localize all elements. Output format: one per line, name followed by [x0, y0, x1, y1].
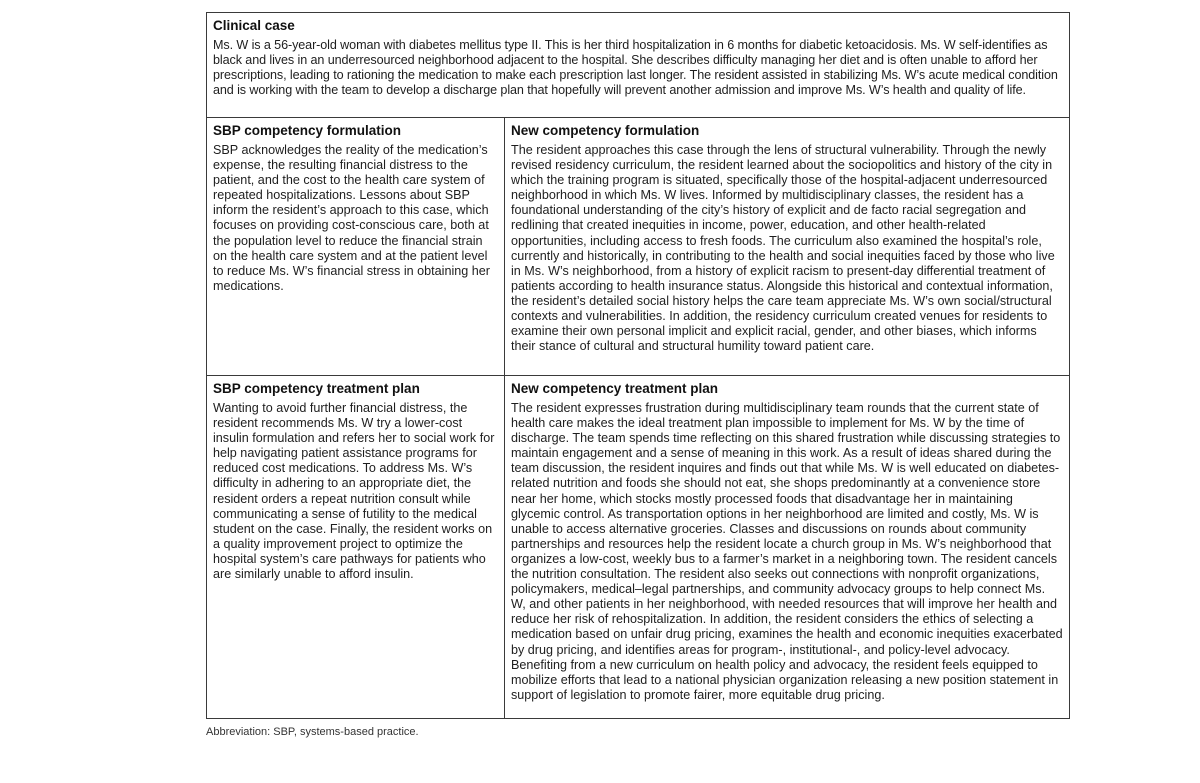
case-comparison-table: [206, 12, 1070, 719]
sbp-treatment-cell: [207, 376, 505, 718]
new-treatment-title: New competency treatment plan: [511, 381, 719, 396]
clinical-case-title: Clinical case: [213, 18, 295, 33]
new-formulation-text: The resident approaches this case through the lens of structural vulnerability. Through the newly revised residency curriculum, the resident learned about the sociopolitics and history of the city in which the training program is situated, specifically those of the hospital-adjacent underresourced neighborhood in which Ms. W lives. Informed by multidisciplinary classes, the resident has a foundational understanding of the city’s history of explicit and de facto racial segregation and redlining that created inequities in income, power, education, and other health-related opportunities, including access to fresh foods. The curriculum also examined the hospital’s role, currently and historically, in contributing to the health and social inequities faced by those who live in Ms. W’s neighborhood, from a history of explicit racism to present-day differential treatment of patients according to health insurance status. Alongside this historical and contextual information, the resident’s detailed social history helps the care team appreciate Ms. W’s own social/structural contexts and vulnerabilities. In addition, the residency curriculum created venues for residents to examine their own personal implicit and explicit racial, gender, and other biases, which informs their stance of cultural and structural humility toward patient care.: [511, 143, 1055, 354]
treatment-row: [207, 376, 1069, 718]
new-formulation-cell: [505, 118, 1069, 375]
clinical-case-cell: [207, 13, 1069, 117]
clinical-case-row: [207, 13, 1069, 118]
sbp-treatment-text: Wanting to avoid further financial distress, the resident recommends Ms. W try a lower-cost insulin formulation and refers her to social work for help navigating patient assistance programs for reduced cost medications. To address Ms. W’s difficulty in adhering to an appropriate diet, the resident orders a repeat nutrition consult while communicating a sense of futility to the medical student on the case. Finally, the resident works on a quality improvement project to optimize the hospital system’s care pathways for patients who are similarly unable to afford insulin.: [213, 401, 495, 582]
new-formulation-title: New competency formulation: [511, 123, 700, 138]
abbreviation-footnote: Abbreviation: SBP, systems-based practice.: [206, 726, 419, 738]
sbp-formulation-text: SBP acknowledges the reality of the medication’s expense, the resulting financial distress to the patient, and the cost to the health care system of repeated hospitalizations. Lessons about SBP inform the resident’s approach to this case, which focuses on providing cost-conscious care, both at the population level to reduce the financial strain on the health care system and at the patient level to reduce Ms. W’s financial stress in obtaining her medications.: [213, 143, 490, 293]
new-treatment-cell: [505, 376, 1069, 718]
clinical-case-text: Ms. W is a 56-year-old woman with diabetes mellitus type II. This is her third hospitalization in 6 months for diabetic ketoacidosis. Ms. W self-identifies as black and lives in an underresourced neighborhood adjacent to the hospital. She describes difficulty managing her diet and is often unable to afford her prescriptions, leading to rationing the medication to make each prescription last longer. The resident assisted in stabilizing Ms. W’s acute medical condition and is working with the team to develop a discharge plan that hopefully will prevent another admission and improve Ms. W’s health and quality of life.: [213, 38, 1058, 98]
sbp-formulation-title: SBP competency formulation: [213, 123, 402, 138]
new-treatment-text: The resident expresses frustration during multidisciplinary team rounds that the current state of health care makes the ideal treatment plan impossible to implement for Ms. W by the time of discharge. The team spends time reflecting on this shared frustration while discussing strategies to maintain engagement and a sense of meaning in this work. As a result of ideas shared during the team discussion, the resident inquires and finds out that while Ms. W is well educated on diabetes-related nutrition and foods she should not eat, she shops predominantly at a convenience store near her home, which stocks mostly processed foods that disadvantage her in maintaining glycemic control. As transportation options in her neighborhood are limited and costly, Ms. W is unable to access alternative groceries. Classes and discussions on rounds about community partnerships and resources help the resident locate a church group in Ms. W’s neighborhood that organizes a low-cost, weekly bus to a farmer’s market in a neighboring town. The resident cancels the nutrition consultation. The resident also seeks out connections with nonprofit organizations, policymakers, medical–legal partnerships, and community advocacy groups to help connect Ms. W, and other patients in her neighborhood, with needed resources that will improve her health and reduce her risk of rehospitalization. In addition, the resident considers the ethics of selecting a medication based on unfair drug pricing, examines the health and economic inequities exacerbated by drug pricing, and identifies areas for program-, institutional-, and policy-level advocacy. Benefiting from a new curriculum on health policy and advocacy, the resident feels equipped to mobilize efforts that lead to a national physician organization releasing a new position statement in support of legislation to promote fairer, more equitable drug pricing.: [511, 401, 1063, 702]
sbp-treatment-title: SBP competency treatment plan: [213, 381, 420, 396]
formulation-row: [207, 118, 1069, 376]
sbp-formulation-cell: [207, 118, 505, 375]
